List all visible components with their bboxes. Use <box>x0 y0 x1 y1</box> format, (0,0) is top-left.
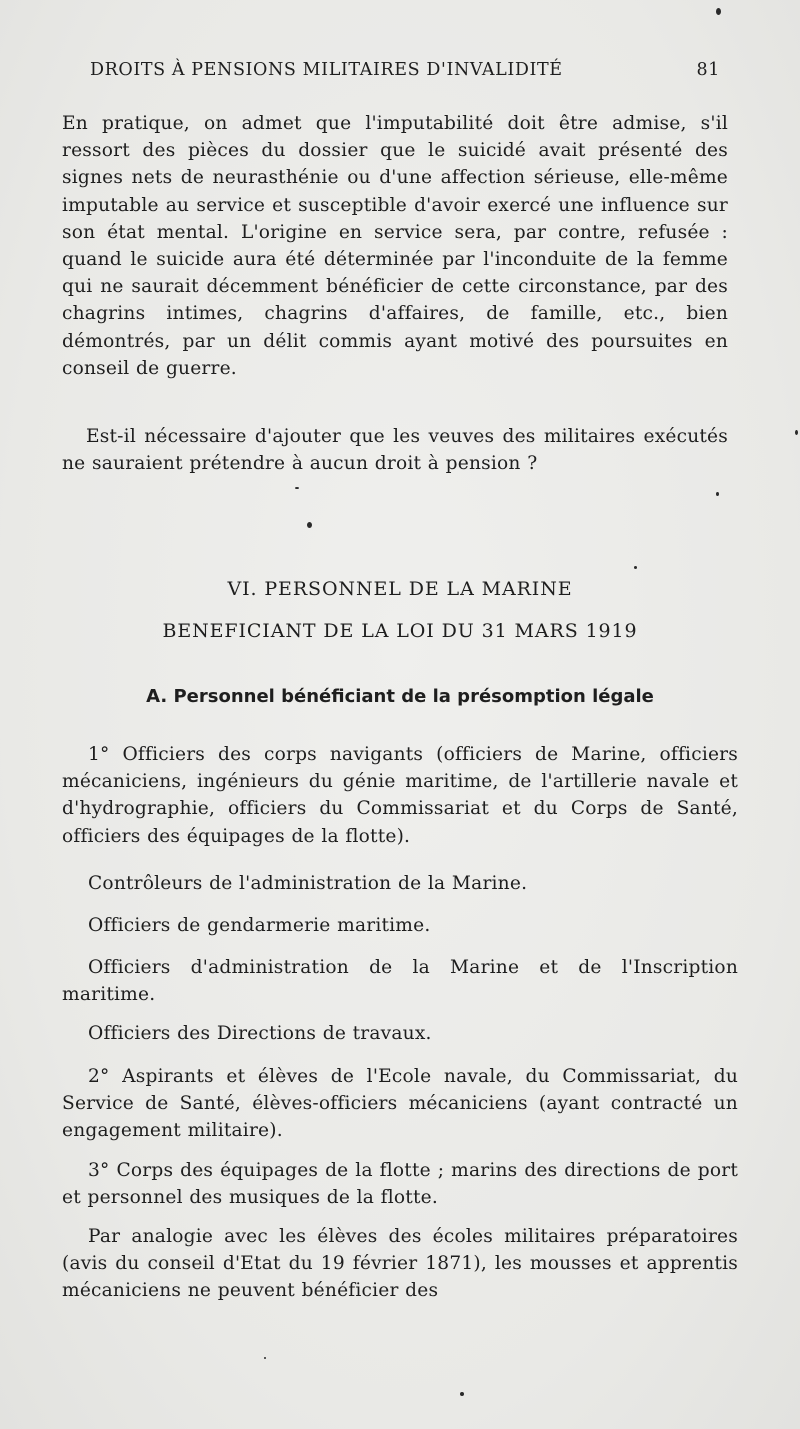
scan-speck <box>307 522 312 528</box>
scan-speck <box>460 1392 464 1396</box>
item-text: 3° Corps des équipages de la flotte ; marins des directions de port et personnel des musiques de la flotte. <box>62 1160 738 1209</box>
section-heading-line-1: VI. PERSONNEL DE LA MARINE <box>227 578 573 600</box>
scan-speck <box>716 492 719 496</box>
scan-speck <box>795 430 798 435</box>
item-text: Par analogie avec les élèves des écoles militaires préparatoires (avis du conseil d'Etat du 19 février 1871), les mousses et apprentis mécaniciens ne peuvent bénéficier des <box>62 1226 738 1302</box>
scan-speck <box>634 566 637 569</box>
item-text: Officiers de gendarmerie maritime. <box>88 915 431 936</box>
paragraph-imputabilite <box>62 110 728 382</box>
page-number: 81 <box>696 60 720 80</box>
section-heading-line-2: BENEFICIANT DE LA LOI DU 31 MARS 1919 <box>162 620 638 642</box>
item-mousses-apprentis <box>62 1223 738 1305</box>
scan-speck <box>264 1357 266 1359</box>
running-head-title: DROITS À PENSIONS MILITAIRES D'INVALIDITÉ <box>90 60 563 80</box>
item-controleurs <box>62 870 738 897</box>
item-officiers-corps-navigants <box>62 741 738 850</box>
subheading-presomption-legale: A. Personnel bénéficiant de la présomption légale <box>146 686 654 707</box>
item-gendarmerie <box>62 912 738 939</box>
item-text: Contrôleurs de l'administration de la Marine. <box>88 873 528 894</box>
paragraph-text: Est-il nécessaire d'ajouter que les veuves des militaires exécutés ne sauraient prétendre à aucun droit à pension ? <box>62 426 728 475</box>
item-text: 2° Aspirants et élèves de l'Ecole navale, du Commissariat, du Service de Santé, élèves-officiers mécaniciens (ayant contracté un engagement militaire). <box>62 1066 738 1142</box>
scan-speck <box>295 487 299 489</box>
item-text: Officiers des Directions de travaux. <box>88 1023 432 1044</box>
item-text: 1° Officiers des corps navigants (officiers de Marine, officiers mécaniciens, ingénieurs du génie maritime, de l'artillerie navale et d'hydrographie, officiers du Commissariat et du Corps de Santé, officiers des équipages de la flotte). <box>62 744 738 847</box>
item-aspirants-eleves <box>62 1063 738 1145</box>
item-directions-travaux <box>62 1020 738 1047</box>
paragraph-veuves <box>62 423 728 477</box>
scan-speck <box>716 8 721 15</box>
running-head <box>90 60 720 88</box>
item-corps-equipages <box>62 1157 738 1211</box>
paragraph-text: En pratique, on admet que l'imputabilité doit être admise, s'il ressort des pièces du dossier que le suicidé avait présenté des signes nets de neurasthénie ou d'une affection sérieuse, elle-même imputable au service et susceptible d'avoir exercé une influence sur son état mental. L'origine en service sera, par contre, refusée : quand le suicide aura été déterminée par l'inconduite de la femme qui ne saurait décemment bénéficier de cette circonstance, par des chagrins intimes, chagrins d'affaires, de famille, etc., bien démontrés, par un délit commis ayant motivé des poursuites en conseil de guerre. <box>62 113 728 379</box>
item-text: Officiers d'administration de la Marine et de l'Inscription maritime. <box>62 957 738 1006</box>
item-administration <box>62 954 738 1008</box>
